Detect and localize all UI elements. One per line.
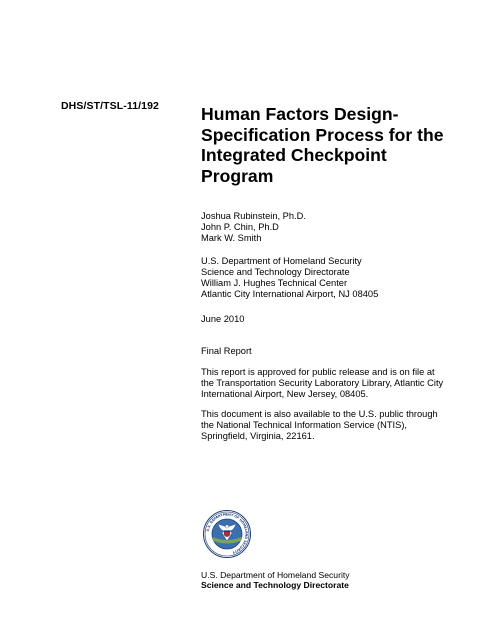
report-title-line: Program xyxy=(201,165,274,186)
report-title-line: Specification Process for the xyxy=(201,124,444,145)
footer-department: U.S. Department of Homeland Security xyxy=(201,570,350,580)
report-type xyxy=(201,346,252,357)
report-type-text: Final Report xyxy=(201,346,252,356)
release-statement-line: This report is approved for public release and is on file at xyxy=(201,367,435,377)
organization-line: Science and Technology Directorate xyxy=(201,266,350,277)
footer-directorate: Science and Technology Directorate xyxy=(201,580,349,591)
report-date-text: June 2010 xyxy=(201,314,245,324)
release-statement-line: International Airport, New Jersey, 08405. xyxy=(201,388,369,399)
author-name: Mark W. Smith xyxy=(201,232,262,243)
report-date xyxy=(201,314,244,325)
report-number: DHS/ST/TSL-11/192 xyxy=(61,100,159,112)
release-statement-line: the Transportation Security Laboratory Library, Atlantic City xyxy=(201,377,444,388)
report-title-line: Human Factors Design- xyxy=(201,104,399,124)
seal-shield-chief xyxy=(224,531,230,533)
footer-agency xyxy=(201,570,350,591)
availability-statement xyxy=(201,409,438,442)
author-name: Joshua Rubinstein, Ph.D. xyxy=(201,211,306,221)
release-statement xyxy=(201,367,443,400)
organization-address xyxy=(201,256,378,300)
availability-statement-line: Springfield, Virginia, 22161. xyxy=(201,430,315,441)
seal-ring-text: U.S. DEPARTMENT OF HOMELAND SECURITY xyxy=(205,512,249,555)
dhs-seal-graphic xyxy=(203,510,251,558)
organization-line: William J. Hughes Technical Center xyxy=(201,277,348,288)
author-name: John P. Chin, Ph.D xyxy=(201,221,279,232)
report-title xyxy=(201,104,471,186)
organization-line: U.S. Department of Homeland Security xyxy=(201,256,362,266)
seal-eagle-head xyxy=(225,525,228,528)
availability-statement-line: the National Technical Information Service (NTIS), xyxy=(201,419,407,430)
dhs-seal-icon xyxy=(203,510,251,558)
availability-statement-line: This document is also available to the U.S. public through xyxy=(201,409,438,419)
author-list xyxy=(201,211,306,244)
organization-line: Atlantic City International Airport, NJ 08405 xyxy=(201,288,379,299)
report-title-line: Integrated Checkpoint xyxy=(201,145,387,166)
